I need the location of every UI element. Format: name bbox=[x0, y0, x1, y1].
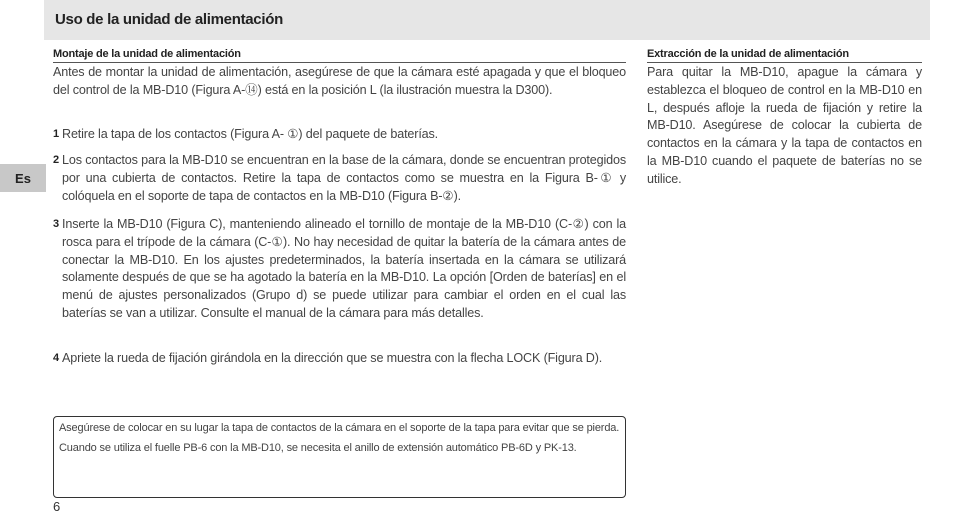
mounting-intro: Antes de montar la unidad de alimentación, asegúrese de que la cámara esté apagada y que el bloqueo del control de la MB-D10 (Figura A-⑭) está en la posición L (la ilustración muestra la D300). bbox=[53, 65, 626, 97]
step-4 bbox=[53, 350, 626, 368]
removal-section-title: Extracción de la unidad de alimentación bbox=[647, 48, 849, 60]
step-number: 2 bbox=[53, 154, 59, 166]
step-text: Apriete la rueda de fijación girándola en la dirección que se muestra con la flecha LOCK (Figura D). bbox=[62, 351, 603, 365]
step-number: 4 bbox=[53, 352, 59, 364]
step-number: 1 bbox=[53, 128, 59, 140]
note-box bbox=[53, 416, 626, 498]
language-tab: Es bbox=[0, 164, 46, 192]
note-1: Asegúrese de colocar en su lugar la tapa de contactos de la cámara en el soporte de la tapa para evitar que se pierda. bbox=[59, 422, 620, 434]
step-text: Los contactos para la MB-D10 se encuentran en la base de la cámara, donde se encuentran protegidos por una cubierta de contactos. Retire la tapa de contactos como se muestra en la Figura B-① y colóquela en el soporte de tapa de contactos en la MB-D10 (Figura B-②). bbox=[62, 153, 626, 203]
page-number: 6 bbox=[53, 499, 61, 514]
removal-text: Para quitar la MB-D10, apague la cámara y establezca el bloqueo de control en la MB-D10 en L, después afloje la rueda de fijación y retire la MB-D10. Asegúrese de colocar la cubierta de contactos en la cámara y la tapa de contactos en la MB-D10 cuando el paquete de baterías no se utilice. bbox=[647, 65, 922, 186]
mounting-section-title: Montaje de la unidad de alimentación bbox=[53, 48, 241, 60]
page-title: Uso de la unidad de alimentación bbox=[55, 11, 283, 28]
note-2: Cuando se utiliza el fuelle PB-6 con la MB-D10, se necesita el anillo de extensión automático PB-6D y PK-13. bbox=[59, 442, 577, 454]
step-number: 3 bbox=[53, 218, 59, 230]
step-text: Inserte la MB-D10 (Figura C), manteniendo alineado el tornillo de montaje de la MB-D10 (C-②) con la rosca para el trípode de la cámara (C-①). No hay necesidad de quitar la batería de la cámara antes de conectar la MB-D10. En los ajustes predeterminados, la batería insertada en la cámara se utilizará solamente después de que se ha agotado la batería en la MB-D10. La opción [Orden de baterías] en el menú de ajustes personalizados (Grupo d) se puede utilizar para cambiar el orden en el cual las baterías se van a utilizar. Consulte el manual de la cámara para más detalles. bbox=[62, 217, 626, 320]
removal-title-rule bbox=[647, 62, 922, 63]
step-1 bbox=[53, 126, 626, 144]
step-2 bbox=[53, 152, 626, 205]
step-3 bbox=[53, 216, 626, 323]
mounting-title-rule bbox=[53, 62, 626, 63]
step-text: Retire la tapa de los contactos (Figura A- ①) del paquete de baterías. bbox=[62, 127, 439, 141]
